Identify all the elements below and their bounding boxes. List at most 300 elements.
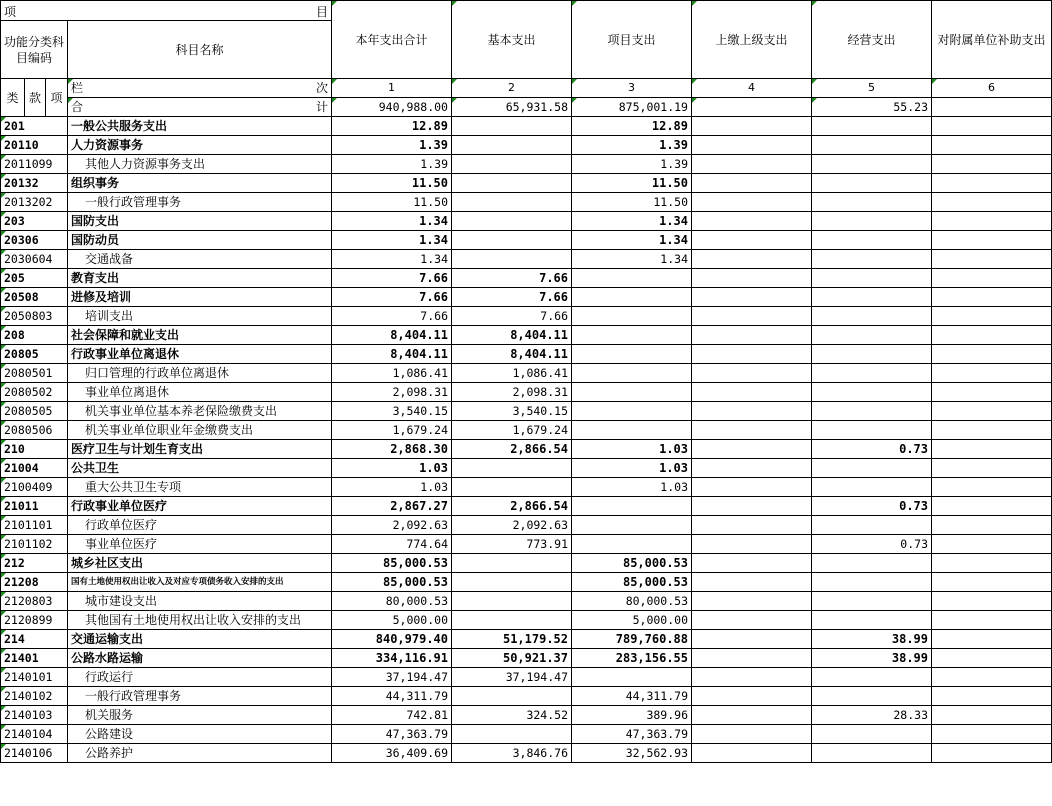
row-code: 21004 (1, 459, 68, 478)
row-value: 0.73 (812, 440, 932, 459)
row-value: 1,086.41 (332, 364, 452, 383)
row-value (692, 364, 812, 383)
row-name-text: 交通战备 (85, 252, 134, 266)
row-value (932, 326, 1052, 345)
row-value: 7.66 (332, 269, 452, 288)
row-value: 2,866.54 (452, 440, 572, 459)
row-value: 2,098.31 (452, 383, 572, 402)
row-value: 47,363.79 (572, 725, 692, 744)
row-value (812, 288, 932, 307)
row-code: 2120803 (1, 592, 68, 611)
row-value: 840,979.40 (332, 630, 452, 649)
row-name (68, 421, 332, 440)
row-code: 201 (1, 117, 68, 136)
row-value (692, 326, 812, 345)
row-name-text: 重大公共卫生专项 (85, 480, 182, 494)
row-value (452, 459, 572, 478)
row-code: 2030604 (1, 250, 68, 269)
row-code: 20306 (1, 231, 68, 250)
row-name (68, 611, 332, 630)
row-name (68, 288, 332, 307)
row-value (812, 174, 932, 193)
row-name-text: 城市建设支出 (85, 594, 158, 608)
col-number: 5 (812, 79, 932, 98)
row-value: 11.50 (332, 193, 452, 212)
header-ci: 次 (315, 81, 328, 95)
row-value: 12.89 (572, 117, 692, 136)
table-row (1, 649, 1052, 668)
row-name-text: 国防支出 (71, 214, 120, 228)
row-name (68, 269, 332, 288)
row-name-text: 社会保障和就业支出 (71, 328, 180, 342)
header-xiang2: 项 (46, 79, 68, 117)
row-value (452, 725, 572, 744)
row-value (932, 611, 1052, 630)
row-value (572, 345, 692, 364)
row-value (932, 497, 1052, 516)
row-value (932, 706, 1052, 725)
row-name-text: 行政事业单位医疗 (71, 499, 168, 513)
table-row (1, 307, 1052, 326)
row-code: 2140103 (1, 706, 68, 725)
col-number: 1 (332, 79, 452, 98)
row-value: 1.34 (572, 231, 692, 250)
table-row (1, 440, 1052, 459)
row-value (932, 554, 1052, 573)
row-name (68, 459, 332, 478)
row-value: 773.91 (452, 535, 572, 554)
row-value: 7.66 (332, 307, 452, 326)
row-value (692, 250, 812, 269)
table-row (1, 687, 1052, 706)
row-code: 2080505 (1, 402, 68, 421)
row-code: 2120899 (1, 611, 68, 630)
row-value (932, 744, 1052, 763)
row-value: 5,000.00 (572, 611, 692, 630)
row-value: 1,679.24 (452, 421, 572, 440)
row-value (812, 383, 932, 402)
row-value: 85,000.53 (572, 554, 692, 573)
table-row (1, 744, 1052, 763)
row-value (812, 231, 932, 250)
row-code: 20132 (1, 174, 68, 193)
row-value: 1.03 (332, 459, 452, 478)
row-value: 28.33 (812, 706, 932, 725)
row-name (68, 573, 332, 592)
row-name-text: 交通运输支出 (71, 632, 144, 646)
row-name (68, 554, 332, 573)
row-name-text: 一般公共服务支出 (71, 119, 168, 133)
row-value: 1,679.24 (332, 421, 452, 440)
row-value (692, 155, 812, 174)
row-value (692, 288, 812, 307)
row-value (812, 687, 932, 706)
row-value (692, 212, 812, 231)
row-value: 1.34 (332, 212, 452, 231)
total-label-he: 合 (71, 100, 84, 114)
row-value: 2,867.27 (332, 497, 452, 516)
row-code: 21011 (1, 497, 68, 516)
row-value (932, 193, 1052, 212)
col-header-business: 经营支出 (812, 1, 932, 79)
row-code: 2080502 (1, 383, 68, 402)
row-value (812, 744, 932, 763)
row-value: 7.66 (332, 288, 452, 307)
row-value (692, 497, 812, 516)
row-value: 51,179.52 (452, 630, 572, 649)
row-code: 2101102 (1, 535, 68, 554)
table-row (1, 592, 1052, 611)
row-name (68, 136, 332, 155)
row-value: 80,000.53 (572, 592, 692, 611)
total-label-cell (68, 98, 332, 117)
row-value (692, 459, 812, 478)
row-name (68, 383, 332, 402)
row-value (692, 725, 812, 744)
row-value (692, 592, 812, 611)
row-name-text: 公路水路运输 (71, 651, 144, 665)
row-value (932, 649, 1052, 668)
row-name (68, 516, 332, 535)
table-row (1, 193, 1052, 212)
row-value (692, 687, 812, 706)
row-value (932, 269, 1052, 288)
row-value (572, 269, 692, 288)
row-value (932, 364, 1052, 383)
table-row (1, 231, 1052, 250)
row-value: 11.50 (572, 174, 692, 193)
row-value: 3,540.15 (332, 402, 452, 421)
total-value: 875,001.19 (572, 98, 692, 117)
row-code: 205 (1, 269, 68, 288)
row-value (692, 706, 812, 725)
row-code: 20110 (1, 136, 68, 155)
header-lan: 栏 (71, 81, 84, 95)
row-value: 1.03 (332, 478, 452, 497)
row-name-text: 组织事务 (71, 176, 120, 190)
table-row (1, 497, 1052, 516)
row-value (692, 269, 812, 288)
header-lei: 类 (1, 79, 25, 117)
row-name (68, 592, 332, 611)
row-value (812, 402, 932, 421)
row-value: 37,194.47 (332, 668, 452, 687)
row-value (932, 402, 1052, 421)
row-value: 789,760.88 (572, 630, 692, 649)
row-value: 0.73 (812, 497, 932, 516)
header-xiang-mu-cell (1, 1, 332, 21)
header-subject-name: 科目名称 (68, 21, 332, 79)
row-name-text: 国防动员 (71, 233, 120, 247)
row-value: 389.96 (572, 706, 692, 725)
row-value (452, 231, 572, 250)
row-value (692, 231, 812, 250)
row-name (68, 440, 332, 459)
row-value: 8,404.11 (332, 326, 452, 345)
row-value (692, 383, 812, 402)
table-row (1, 573, 1052, 592)
row-value (812, 117, 932, 136)
row-value (452, 478, 572, 497)
col-header-total: 本年支出合计 (332, 1, 452, 79)
row-name (68, 668, 332, 687)
col-header-subsidy: 对附属单位补助支出 (932, 1, 1052, 79)
row-value: 8,404.11 (452, 345, 572, 364)
row-value: 44,311.79 (332, 687, 452, 706)
row-value: 0.73 (812, 535, 932, 554)
row-value (572, 535, 692, 554)
row-value (572, 383, 692, 402)
row-value (692, 307, 812, 326)
row-code: 2080506 (1, 421, 68, 440)
table-row (1, 288, 1052, 307)
table-row (1, 402, 1052, 421)
row-name-text: 机关事业单位职业年金缴费支出 (85, 423, 254, 437)
row-value (932, 535, 1052, 554)
row-value (692, 630, 812, 649)
row-value: 3,846.76 (452, 744, 572, 763)
col-number: 2 (452, 79, 572, 98)
row-value (692, 611, 812, 630)
row-value (932, 516, 1052, 535)
row-value: 1.34 (572, 250, 692, 269)
row-value (932, 459, 1052, 478)
row-value (932, 345, 1052, 364)
row-name (68, 231, 332, 250)
row-name-text: 行政运行 (85, 670, 134, 684)
row-value (692, 554, 812, 573)
row-name-text: 国有土地使用权出让收入及对应专项债务收入安排的支出 (71, 577, 284, 587)
row-value (812, 307, 932, 326)
row-value (692, 345, 812, 364)
row-value: 1,086.41 (452, 364, 572, 383)
row-value: 37,194.47 (452, 668, 572, 687)
header-mu: 目 (315, 5, 328, 19)
row-value: 2,098.31 (332, 383, 452, 402)
row-value: 1.34 (332, 250, 452, 269)
row-value (932, 725, 1052, 744)
row-value (692, 744, 812, 763)
row-value: 44,311.79 (572, 687, 692, 706)
row-value: 1.39 (332, 136, 452, 155)
row-name (68, 345, 332, 364)
row-value: 36,409.69 (332, 744, 452, 763)
table-row (1, 516, 1052, 535)
header-lan-ci (68, 79, 332, 98)
row-value (572, 402, 692, 421)
row-name (68, 193, 332, 212)
row-value (812, 269, 932, 288)
col-number: 3 (572, 79, 692, 98)
row-name-text: 公路养护 (85, 746, 134, 760)
row-value (692, 573, 812, 592)
row-value (452, 250, 572, 269)
row-name (68, 155, 332, 174)
row-value (812, 668, 932, 687)
table-row (1, 554, 1052, 573)
row-value: 1.34 (332, 231, 452, 250)
row-value (932, 383, 1052, 402)
row-value: 38.99 (812, 649, 932, 668)
row-name (68, 364, 332, 383)
row-code: 2140104 (1, 725, 68, 744)
row-name-text: 公共卫生 (71, 461, 120, 475)
row-value (452, 117, 572, 136)
table-row (1, 364, 1052, 383)
table-row (1, 725, 1052, 744)
row-value: 324.52 (452, 706, 572, 725)
row-value: 2,868.30 (332, 440, 452, 459)
table-row (1, 117, 1052, 136)
row-value (812, 459, 932, 478)
row-value (692, 649, 812, 668)
row-name-text: 医疗卫生与计划生育支出 (71, 442, 204, 456)
table-row (1, 345, 1052, 364)
row-value: 7.66 (452, 288, 572, 307)
row-value: 7.66 (452, 269, 572, 288)
row-value: 8,404.11 (452, 326, 572, 345)
row-value (452, 212, 572, 231)
row-name (68, 687, 332, 706)
row-value: 50,921.37 (452, 649, 572, 668)
row-value (452, 611, 572, 630)
row-value (572, 364, 692, 383)
row-name-text: 其他国有土地使用权出让收入安排的支出 (85, 613, 302, 627)
header-kuan: 款 (25, 79, 46, 117)
row-value: 8,404.11 (332, 345, 452, 364)
row-value: 774.64 (332, 535, 452, 554)
row-value (812, 345, 932, 364)
row-name (68, 744, 332, 763)
row-name-text: 事业单位离退休 (85, 385, 170, 399)
row-value (932, 155, 1052, 174)
row-name (68, 402, 332, 421)
row-name-text: 机关事业单位基本养老保险缴费支出 (85, 404, 278, 418)
row-value: 1.39 (572, 136, 692, 155)
row-value (452, 573, 572, 592)
row-value: 32,562.93 (572, 744, 692, 763)
row-value: 283,156.55 (572, 649, 692, 668)
table-row (1, 136, 1052, 155)
row-value (932, 212, 1052, 231)
row-value (932, 307, 1052, 326)
row-name (68, 307, 332, 326)
row-code: 20508 (1, 288, 68, 307)
table-row (1, 630, 1052, 649)
row-value (932, 478, 1052, 497)
row-value: 11.50 (332, 174, 452, 193)
row-code: 2011099 (1, 155, 68, 174)
row-value (692, 535, 812, 554)
table-row (1, 174, 1052, 193)
row-value: 11.50 (572, 193, 692, 212)
row-name-text: 一般行政管理事务 (85, 195, 182, 209)
row-name-text: 城乡社区支出 (71, 556, 144, 570)
row-value: 38.99 (812, 630, 932, 649)
table-row (1, 212, 1052, 231)
row-value: 2,866.54 (452, 497, 572, 516)
table-row (1, 706, 1052, 725)
row-name (68, 725, 332, 744)
row-value (932, 288, 1052, 307)
row-value (812, 516, 932, 535)
row-value (692, 516, 812, 535)
row-name (68, 174, 332, 193)
row-code: 2050803 (1, 307, 68, 326)
row-value: 7.66 (452, 307, 572, 326)
row-value (932, 174, 1052, 193)
row-value (692, 174, 812, 193)
row-name (68, 212, 332, 231)
row-value (812, 193, 932, 212)
row-name-text: 教育支出 (71, 271, 120, 285)
row-value (692, 421, 812, 440)
row-value (932, 573, 1052, 592)
row-name-text: 行政事业单位离退休 (71, 347, 180, 361)
row-value (932, 592, 1052, 611)
row-value (812, 573, 932, 592)
row-value (932, 231, 1052, 250)
col-header-basic: 基本支出 (452, 1, 572, 79)
row-value: 742.81 (332, 706, 452, 725)
col-number: 4 (692, 79, 812, 98)
row-code: 203 (1, 212, 68, 231)
row-name-text: 归口管理的行政单位离退休 (85, 366, 230, 380)
row-value (932, 421, 1052, 440)
row-value: 1.03 (572, 440, 692, 459)
table-row (1, 421, 1052, 440)
row-value (452, 136, 572, 155)
row-value (812, 364, 932, 383)
row-value (572, 326, 692, 345)
row-value (692, 193, 812, 212)
row-code: 2140102 (1, 687, 68, 706)
row-value: 1.03 (572, 459, 692, 478)
total-value: 55.23 (812, 98, 932, 117)
row-value: 5,000.00 (332, 611, 452, 630)
row-value: 2,092.63 (452, 516, 572, 535)
row-value: 80,000.53 (332, 592, 452, 611)
row-value (692, 402, 812, 421)
row-name-text: 一般行政管理事务 (85, 689, 182, 703)
row-code: 2140101 (1, 668, 68, 687)
row-value (572, 668, 692, 687)
row-value (932, 687, 1052, 706)
row-code: 2080501 (1, 364, 68, 383)
row-name (68, 630, 332, 649)
row-value: 85,000.53 (572, 573, 692, 592)
row-name-text: 其他人力资源事务支出 (85, 157, 206, 171)
table-row (1, 383, 1052, 402)
row-code: 20805 (1, 345, 68, 364)
row-value (932, 250, 1052, 269)
row-code: 212 (1, 554, 68, 573)
total-value: 65,931.58 (452, 98, 572, 117)
row-code: 2013202 (1, 193, 68, 212)
table-row (1, 326, 1052, 345)
row-value (812, 155, 932, 174)
row-value (692, 478, 812, 497)
table-row (1, 668, 1052, 687)
row-code: 21208 (1, 573, 68, 592)
row-value (812, 326, 932, 345)
row-value (692, 117, 812, 136)
row-code: 2101101 (1, 516, 68, 535)
row-name (68, 117, 332, 136)
row-value (572, 307, 692, 326)
row-value (812, 611, 932, 630)
total-value (932, 98, 1052, 117)
